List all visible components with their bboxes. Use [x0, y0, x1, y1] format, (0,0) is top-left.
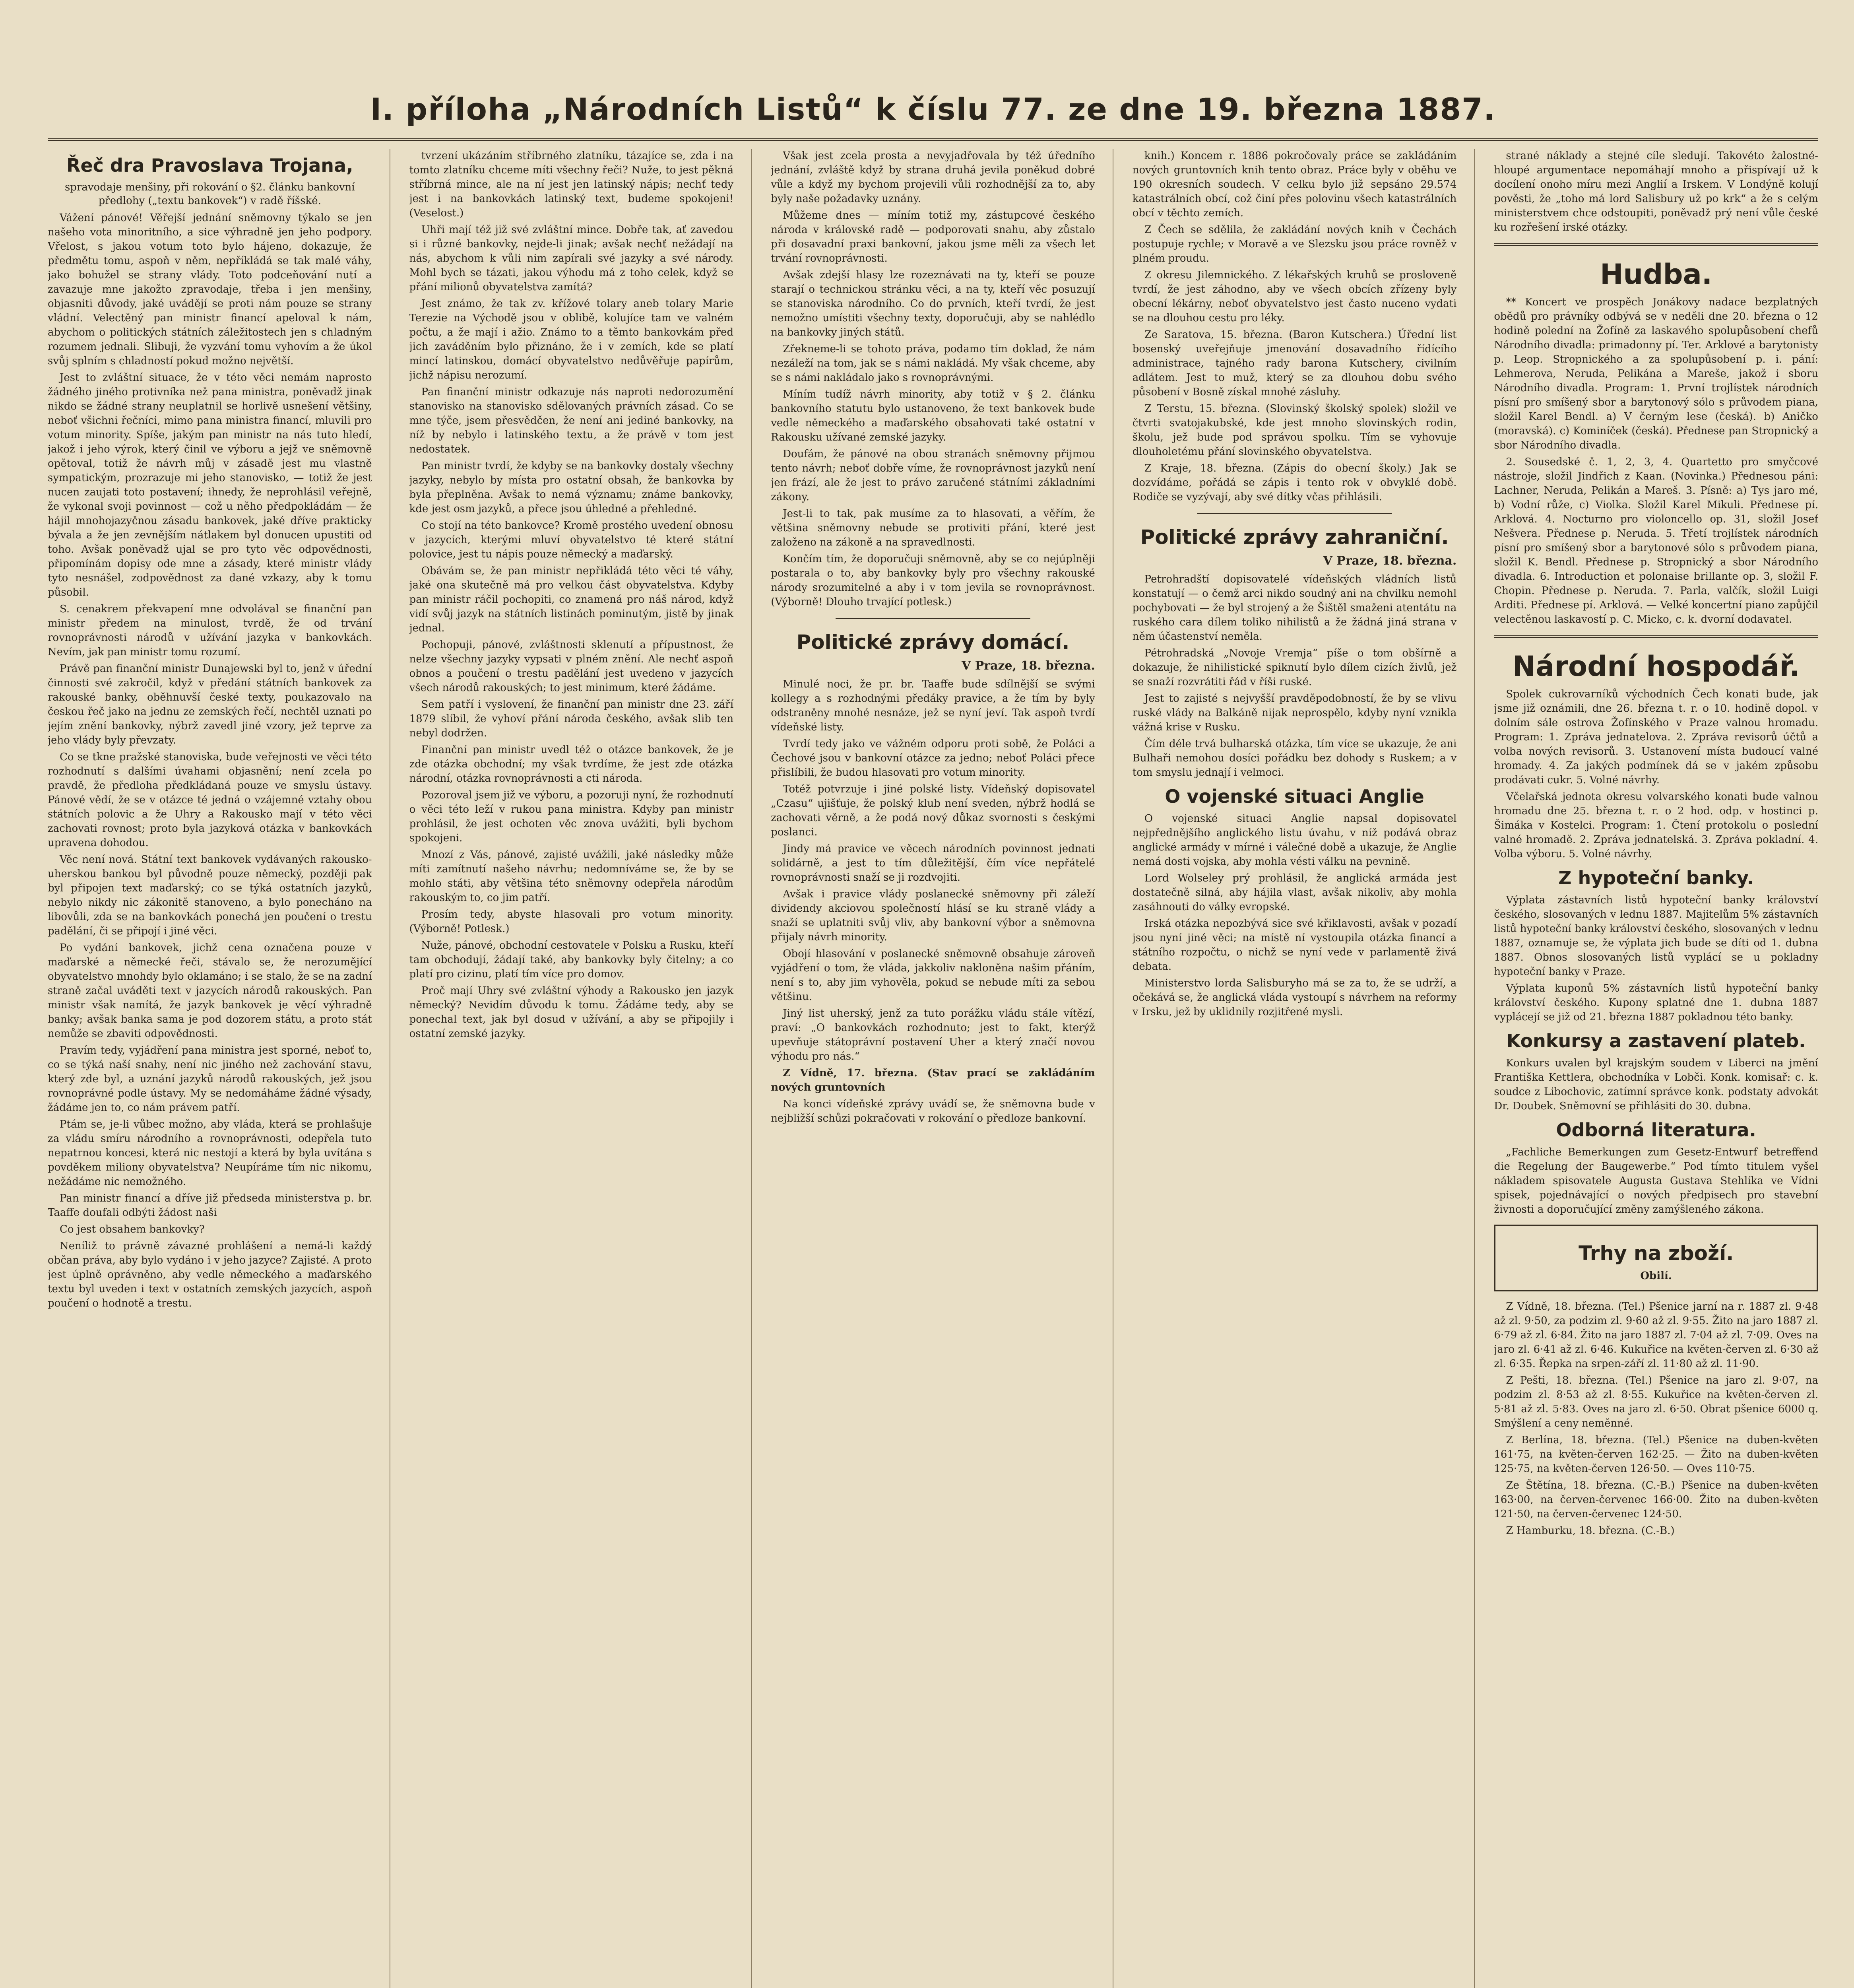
bank-paragraph: Výplata kuponů 5% zástavních listů hypoteční banky království českého. Kupony splatné dne 1. dubna 1887 vyplácejí se již od 21. března 1887 pokladnou této banky.: [1494, 982, 1818, 1023]
paragraph: Po vydání bankovek, jichž cena označena pouze v maďarské a německé řeči, stávalo se, že nerozumějící obyvatelstvo mnohdy bylo oklamáno; i se stalo, že se na zadní straně začal uváděti text v jazycích národů rakouských. Pan ministr však namítá, že jazyk bankovek je věcí výhradně banky; avšak banka sama je pod dozorem státu, a proto stát nemůže se zbaviti odpovědnosti.: [48, 942, 372, 1040]
news-paragraph: Čím déle trvá bulharská otázka, tím více se ukazuje, že ani Bulhaři nemohou dosíci pořádku bez dohody s Ruskem; a v tom smyslu jednají i velmoci.: [1132, 738, 1457, 779]
market-paragraph: Z Hamburku, 18. března. (C.-B.): [1506, 1525, 1675, 1537]
news-paragraph: Na konci vídeňské zprávy uvádí se, že sněmovna bude v nejbližší schůzi pokračovati v rokování o předloze bankovní.: [771, 1098, 1095, 1124]
dateline: V Praze, 18. března.: [962, 659, 1095, 673]
paragraph: Pan ministr financí a dříve již předseda ministerstva p. br. Taaffe doufali odbýti žádost naši: [48, 1192, 372, 1219]
news-paragraph: Avšak i pravice vlády poslanecké sněmovny při záleží dividendy akciovou společností hlásí se ku straně vlády a snaží se uplatniti svůj vliv, aby bankovní výbor a sněmovna přijaly návrh minority.: [771, 888, 1095, 943]
section-divider: [1197, 513, 1392, 514]
paragraph: Avšak zdejší hlasy lze rozeznávati na ty, kteří se pouze starají o technickou stránku věci, a na ty, kteří věc posuzují se stanoviska národního. Co do prvních, kteří tvrdí, že jest nemožno umístiti všechny texty, doporučuji, aby se nahlédlo na bankovky jiných států.: [771, 269, 1095, 338]
paragraph: strané náklady a stejné cíle sledují. Takovéto žalostné-hloupé argumentace nepomáhají mnoho a přispívají už k docílení onoho míru mezi Anglií a Irskem. V Londýně kolují pověsti, že „toho má lord Salisbury už po krk“ a že s celým ministerstvem chce odstoupiti, poněvadž prý není vůle české ku rozřešení irské otázky.: [1494, 150, 1818, 233]
music-paragraph: 2. Sousedské č. 1, 2, 3, 4. Quartetto pro smyčcové nástroje, složil Jindřich z Kaan. (Novinka.) Přednesou páni: Lachner, Neruda, Pelikán a Mareš. 3. Písně: a) Tys jaro mé, b) Vodní růže, c) Violka. Složil Karel Mikuli. Přednese pí. Arklová. 4. Nocturno pro violoncello op. 31, složil Josef Nešvera. Přednese p. Neruda. 5. Třetí trojlístek národních písní pro smíšený sbor a barytonové sólo s průvodem piana, složil K. Bendl. Přednese p. Stropnický a sbor Národního divadla. 6. Introduction et polonaise brillante op. 3, složil F. Chopin. Přednese p. Neruda. 7. Parla, valčík, složil Luigi Arditi. Přednese pí. Arklová. — Velké koncertní piano zapůjčil velectěnou laskavostí p. C. Micko, c. k. dvorní dodavatel.: [1494, 456, 1818, 625]
market-paragraph: Ze Štětína, 18. března. (C.-B.) Pšenice na duben-květen 163·00, na červen-červenec 166·00. Žito na duben-květen 121·50, na červen-červenec 124·50.: [1494, 1479, 1818, 1520]
news-paragraph: Jest to zajisté s nejvyšší pravděpodobností, že by se vlivu ruské vlády na Balkáně nijak neprospělo, kdyby nyní vznikla vážná krise v Rusku.: [1132, 693, 1457, 733]
news-paragraph: O vojenské situaci Anglie napsal dopisovatel nejpřednějšího anglického listu úvahu, v níž podává obraz anglické armády v mírné i válečné době a ukazuje, že Anglie nemá dosti vojska, aby mohla vésti válku na pevnině.: [1132, 813, 1457, 868]
news-paragraph: Tvrdí tedy jako ve vážném odporu proti sobě, že Poláci a Čechové jsou v bankovní otázce za jedno; neboť Poláci přece přislíbili, že budou hlasovati pro votum minority.: [771, 738, 1095, 779]
section-divider: [1494, 635, 1818, 638]
paragraph: Ptám se, je-li vůbec možno, aby vláda, která se prohlašuje za vládu smíru národního a rovnoprávnosti, odepřela tuto nepatrnou koncesi, která nic nestojí a která by byla uvítána s povděkem miliony obyvatelstva? Neupíráme tím nic nikomu, nežádáme nic nemožného.: [48, 1118, 372, 1188]
column-5: [1494, 149, 1818, 1988]
news-paragraph: Petrohradští dopisovatelé vídeňských vládních listů konstatují — o čemž arci nikdo soudný ani na chvilku nemohl pochybovati — že byl strojený a že Šištěl smaženi atentátu na ruského cara dílem toliko nihilistů a že žádná jiná strana v něm účastenství neměla.: [1132, 573, 1457, 643]
paragraph: Míním tudíž návrh minority, aby totiž v § 2. článku bankovního statutu bylo ustanoveno, že text bankovek bude vedle německého a maďarského obsahovati také ostatní v Rakousku užívané zemské jazyky.: [771, 388, 1095, 443]
paragraph: Z Kraje, 18. března. (Zápis do obecní školy.) Jak se dozvídáme, pořádá se zápis i tento rok v obvyklé době. Rodiče se vyzývají, aby své dítky včas přihlásili.: [1132, 462, 1457, 503]
speech-headline: Řeč dra Pravoslava Trojana,: [66, 155, 353, 176]
paragraph: Finanční pan ministr uvedl též o otázce bankovek, že je zde otázka obchodní; my však tvrdíme, že jest zde otázka národní, otázka rovnoprávnosti a cti národa.: [409, 744, 734, 784]
paragraph: Prosím tedy, abyste hlasovali pro votum minority. (Výborně! Potlesk.): [409, 909, 734, 935]
literature-paragraph: „Fachliche Bemerkungen zum Gesetz-Entwurf betreffend die Regelung der Baugewerbe.“ Pod tímto titulem vyšel nákladem spisovatele Augusta Gustava Stehlíka ve Vídni spisek, pojednávající o nových předpisech pro stavební živnosti a doporučující změny zamýšleného zákona.: [1494, 1146, 1818, 1215]
paragraph: Pozoroval jsem již ve výboru, a pozoruji nyní, že rozhodnutí o věci této leží v rukou pana ministra. Kdyby pan ministr prohlásil, že jest ochoten věc znova uvážiti, byli bychom spokojeni.: [409, 789, 734, 844]
paragraph: Obávám se, že pan ministr nepřikládá této věci té váhy, jaké ona skutečně má pro velkou část obyvatelstva. Kdyby pan ministr ráčil pochopiti, co znamená pro náš národ, když vidí svůj jazyk na státních listinách pominutým, jistě by jinak jednal.: [409, 565, 734, 634]
section-divider: [836, 618, 1030, 619]
paragraph: Končím tím, že doporučuji sněmovně, aby se co nejúplněji postarala o to, aby bankovky byly pro všechny rakouské národy srozumitelné a aby i v tom jevila se rovnoprávnost. (Výborně! Dlouho trvající potlesk.): [771, 553, 1095, 608]
bank-paragraph: Výplata zástavních listů hypoteční banky království českého, slosovaných v lednu 1887. Majitelům 5% zástavních listů hypoteční banky království českého, slosovaných v lednu 1887, oznamuje se, že výplata jich bude se díti od 1. dubna 1887. Obnos slosovaných listů vyplácí se u pokladny hypoteční banky v Praze.: [1494, 894, 1818, 978]
paragraph: Však jest zcela prosta a nevyjadřovala by též úředního jednání, zvláště když by strana druhá jevila poněkud dobré vůle a když my bychom projevili vůli rozhodnější za to, aby byly naše požadavky uznány.: [771, 150, 1095, 205]
domestic-news-headline: Politické zprávy domácí.: [796, 631, 1070, 654]
mortgage-bank-headline: Z hypoteční banky.: [1558, 867, 1754, 889]
england-military-headline: O vojenské situaci Anglie: [1165, 786, 1424, 807]
paragraph: Jest známo, že tak zv. křížové tolary aneb tolary Marie Terezie na Východě jsou v oblibě, kolujíce tam ve valném počtu, a že mají i ažio. Známo to a těmto bankovkám před jich zaváděním bylo přiznáno, že i v zemích, kde se platí mincí latinskou, domácí obyvatelstvo nedůvěřuje papírům, jichž nápisu nerozumí.: [409, 298, 734, 381]
speech-subhead: spravodaje menšiny, při rokování o §2. článku bankovní předlohy („textu bankovek“) v radě říšské.: [64, 181, 355, 207]
column-4: [1133, 149, 1475, 1988]
music-paragraph: ** Koncert ve prospěch Jonákovy nadace bezplatných obědů pro právníky odbývá se v neděli dne 20. března o 12 hodině polední na Žofíně za laskavého spolupůsobení chefů Národního divadla: primadonny pí. Ter. Arklové a barytonisty p. Leop. Stropnického a za spolupůsobení p. i. pání: Lehmerova, Neruda, Pelikána a Mareše, jakož i sboru Národního divadla. Program: 1. První trojlístek národních písní pro smíšený sbor a barytonový sólo s průvodem piana, složil Karel Bendl. a) V černým lese (česká). b) Aničko (moravská). c) Kominíček (česká). Přednese pan Stropnický a sbor Národního divadla.: [1494, 296, 1818, 451]
economy-headline: Národní hospodář.: [1512, 650, 1800, 683]
paragraph: Sem patří i vyslovení, že finanční pan ministr dne 23. září 1879 slíbil, že vyhoví přání národa českého, avšak slib ten nebyl dodržen.: [409, 699, 734, 739]
bankruptcy-paragraph: Konkurs uvalen byl krajským soudem v Liberci na jmění Františka Kettlera, obchodníka v Lobči. Konk. komisař: c. k. soudce z Libochovic, zatímní správce konk. podstaty advokát Dr. Doubek. Sněmovní se přihlásiti do 30. dubna.: [1494, 1057, 1818, 1112]
paragraph: Uhři mají též již své zvláštní mince. Dobře tak, ať zavedou si i různé bankovky, nejde-li jinak; avšak nechť nežádají na nás, abychom k vůli nim zapírali své jazyky a své národy. Mohl bych se tázati, jakou výhodu má z toho celek, když se přání milionů obyvatelstva zamítá?: [409, 224, 734, 293]
foreign-news-headline: Politické zprávy zahraniční.: [1140, 526, 1449, 549]
economy-paragraph: Spolek cukrovarníků východních Čech konati bude, jak jsme již oznámili, dne 26. března t. r. o 10. hodině dopol. v dolním sále ostrova Žofínského v Praze valnou hromadu. Program: 1. Zpráva jednatelova. 2. Zpráva revisorů účtů a volba nových revisorů. 3. Ustanovení místa budoucí valné hromady. 4. Za jakých podmínek dá se v jakém způsobu prodávati cukr. 5. Volné návrhy.: [1494, 688, 1818, 786]
paragraph: Jest to zvláštní situace, že v této věci nemám naprosto žádného jiného protivníka než pana ministra, poněvadž jinak nikdo se žádné strany neuplatnil se horlivě usnešení většiny, neboť všichni řečníci, mimo pana ministra financí, mluvili pro votum minority. Spíše, jakým pan ministr na nás tuto hledí, jakož i jeho výrok, který činil ve výboru a jejž ve sněmovně opětoval, totiž že návrh můj v zásadě jest mu vlastně sympatickým, prozrazuje mi jeho stanovisko, — totiž že jest nucen zaujati toto postavení; ihnedy, že neprohlásil veřejně, že vykonal svoji povinnost — což u něho předpokládám — že hájil mnohojazyčnou zásadu bankovek, jaké dříve prakticky bývala a že jen zevnějším nátlakem byl donucen upustiti od toho. Avšak poněvadž ujal se pro tyto věc odpovědnosti, připomínám dopisy ode mne a zásady, které ministr vlády tyto nesnášel, zodpovědnost za dané vzkazy, aby k tomu působil.: [48, 372, 372, 598]
column-2: [409, 149, 752, 1988]
paragraph: Ze Saratova, 15. března. (Baron Kutschera.) Úřední list bosenský uveřejňuje jmenování dosavadního řídícího administrace, tajného rady barona Kutschery, civilním adlátem. Jest to muž, který se za dlouhou dobu svého působení v Bosně získal mnohé zásluhy.: [1132, 329, 1457, 398]
paragraph: Jest-li to tak, pak musíme za to hlasovati, a věřím, že většina sněmovny nebude se protiviti přání, které jest založeno na zákoně a na spravedlnosti.: [771, 508, 1095, 548]
bankruptcy-headline: Konkursy a zastavení plateb.: [1506, 1030, 1806, 1052]
paragraph: Pravím tedy, vyjádření pana ministra jest sporné, neboť to, co se týká naší snahy, není nic jiného než zachování stavu, který zde byl, a uznání jazyků národů rakouských, jež jsou rovnoprávné podle ústavy. My se nedomáháme žádné výsady, žádáme jen to, co nám právem patří.: [48, 1044, 372, 1114]
paragraph: Věc není nová. Státní text bankovek vydávaných rakousko-uherskou bankou byl původně pouze německý, později pak byl připojen text maďarský; co se týká ostatních jazyků, nebylo nikdy nic zákonitě stanoveno, a bylo ponecháno na libovůli, zda se na bankovkách ponechá jen poučení o trestu padělání, či se připojí i jiné věci.: [48, 854, 372, 937]
paragraph: Co jest obsahem bankovky?: [60, 1223, 205, 1235]
news-paragraph: Lord Wolseley prý prohlásil, že anglická armáda jest dostatečně silná, aby hájila vlast, avšak nikoliv, aby mohla zasáhnouti do války evropské.: [1132, 872, 1457, 913]
economy-paragraph: Včelařská jednota okresu volvarského konati bude valnou hromadu dne 25. března t. r. o 2 hod. odp. v hostinci p. Šimáka v Kostelci. Program: 1. Čtení protokolu o poslední valné hromadě. 2. Zpráva jednatelská. 3. Zpráva pokladní. 4. Volba výboru. 5. Volné návrhy.: [1494, 791, 1818, 860]
market-paragraph: Z Vídně, 18. března. (Tel.) Pšenice jarní na r. 1887 zl. 9·48 až zl. 9·50, za podzim zl. 9·60 až zl. 9·55. Žito na jaro 1887 zl. 6·79 až zl. 6·84. Žito na jaro 1887 zl. 7·04 až zl. 7·09. Oves na jaro zl. 6·41 až zl. 6·46. Kukuřice na květen-červen zl. 6·30 až zl. 6·35. Řepka na srpen-září zl. 11·80 až zl. 11·90.: [1494, 1301, 1818, 1370]
paragraph: Nuže, pánové, obchodní cestovatele v Polsku a Rusku, kteří tam obchodují, žádají také, aby bankovky byly čitelny; a co platí pro cizinu, platí tím více pro domov.: [409, 940, 734, 980]
paragraph: Z Terstu, 15. března. (Slovinský školský spolek) složil ve čtvrti svatojakubské, kde jest mnoho slovinských rodin, školu, jež bude pod správou spolku. Tím se vyhovuje dlouholetému přání slovinského obyvatelstva.: [1132, 403, 1457, 458]
market-box: [1494, 1225, 1818, 1291]
market-paragraph: Z Berlína, 18. března. (Tel.) Pšenice na duben-květen 161·75, na květen-červen 162·25. — Žito na duben-květen 125·75, na květen-červen 126·50. — Oves 110·75.: [1494, 1434, 1818, 1475]
paragraph: Pan finanční ministr odkazuje nás naproti nedorozumění stanovisko na stanovisko sdělovaných právních zásad. Co se mne týče, jsem přesvědčen, že není ani jediné bankovky, na níž by nebylo i latinského textu, a že právě v tom jest nedostatek.: [409, 386, 734, 455]
news-paragraph: Ministerstvo lorda Salisburyho má se za to, že se udrží, a očekává se, že anglická vláda vystoupí s návrhem na reformy v Irsku, jež by uklidnily rozjitřené mysli.: [1132, 977, 1457, 1018]
market-subhead: Obilí.: [1640, 1270, 1672, 1282]
paragraph: Z okresu Jilemnického. Z lékařských kruhů se prosloveně tvrdí, že jest záhodno, aby ve všech obcích zřízeny byly obecní lékárny, neboť obyvatelstvo jest často nuceno vydati se na dlouhou cestu pro léky.: [1132, 269, 1457, 324]
paragraph: S. cenakrem překvapení mne odvolával se finanční pan ministr předem na minulost, tvrdě, že od trvání rovnoprávnosti národů v užívání jazyka v bankovkách. Nevím, jak pan ministr tomu rozumí.: [48, 603, 372, 658]
news-paragraph: Obojí hlasování v poslanecké sněmovně obsahuje zároveň vyjádření o tom, že vláda, jakkoliv nakloněna našim přáním, není s to, aby jim vyhověla, pokud se nebude míti za sebou většinu.: [771, 948, 1095, 1003]
paragraph: Co stojí na této bankovce? Kromě prostého uvedení obnosu v jazycích, kterými mluví obyvatelstvo té které státní polovice, jest tu nápis pouze německý a maďarský.: [409, 520, 734, 560]
paragraph: Vážení pánové! Věřejší jednání sněmovny týkalo se jen našeho vota minoritního, a sice výhradně jen jeho podpory. Vřelost, s jakou votum toto bylo hájeno, dokazuje, že předmětu tomu, aspoň v něm, nepříkládá se tak malé váhy, jako bohužel se strany vlády. Toto podceňování nutí a zavazuje mne jakožto zpravodaje, třeba i jen menšiny, objasniti důvody, jaké uvádějí se proti nám pouze se strany vládní. Velectěný pan ministr financí apeloval k nám, abychom o politických státních záležitostech jen s chladným rozumem jednali. Slibuji, že vyzvání tomu vyhovím a že úkol svůj splním s chladností pokud možno největší.: [48, 212, 372, 367]
supplement-masthead: I. příloha „Národních Listů“ k číslu 77. ze dne 19. března 1887.: [370, 91, 1496, 127]
news-paragraph: Jindy má pravice ve věcech národních povinnost jednati solidárně, a jest to tím důležitější, čím více nepřátelé rovnoprávnosti snaží se ji rozdvojiti.: [771, 843, 1095, 883]
column-3: [771, 149, 1113, 1988]
paragraph: Pan ministr tvrdí, že kdyby se na bankovky dostaly všechny jazyky, nebylo by místa pro ostatní obsah, že bankovka by byla přeplněna. Avšak to nemá významu; známe bankovky, kde jest osm jazyků, a přece jsou úhledné a přehledné.: [409, 460, 734, 515]
news-paragraph: Jiný list uherský, jenž za tuto porážku vládu stále vítězí, praví: „O bankovkách rozhodnuto; jest to fakt, kterýž upevňuje státoprávní postavení Uher a který značí novou výhodu pro nás.“: [771, 1008, 1095, 1062]
market-headline: Trhy na zboží.: [1579, 1242, 1734, 1265]
literature-headline: Odborná literatura.: [1556, 1119, 1756, 1141]
paragraph: Můžeme dnes — míním totiž my, zástupcové českého národa v královské radě — podporovati snahu, aby zůstalo při dosavadní praxi bankovní, jakou jsme měli za všech let trvání rovnoprávnosti.: [771, 210, 1095, 264]
paragraph: Proč mají Uhry své zvláštní výhody a Rakousko jen jazyk německý? Nevidím důvodu k tomu. Žádáme tedy, aby se ponechal text, jak byl dosud v užívání, a aby se připojily i ostatní zemské jazyky.: [409, 985, 734, 1040]
masthead-rule: [48, 138, 1818, 141]
article-columns: [48, 149, 1818, 1988]
column-1: [48, 149, 390, 1988]
news-paragraph: Totéž potvrzuje i jiné polské listy. Vídeňský dopisovatel „Czasu“ ujišťuje, že polský klub není sveden, nýbrž hodlá se zachovati věrně, a že podá nový důkaz svornosti s českými poslanci.: [771, 783, 1095, 838]
paragraph: Pochopuji, pánové, zvláštnosti sklenutí a přípustnost, že nelze všechny jazyky vypsati v plném znění. Ale nechť aspoň obnos a poučení o trestu padělání jest uvedeno v jazycích všech národů rakouských; to jest minimum, které žádáme.: [409, 639, 734, 694]
paragraph: Doufám, že pánové na obou stranách sněmovny přijmou tento návrh; neboť dobře víme, že rovnoprávnost jazyků není jen frází, ale že jest to právo zaručené státními základními zákony.: [771, 448, 1095, 503]
paragraph: Zřekneme-li se tohoto práva, podamo tím doklad, že nám nezáleží na tom, jak se s námi nakládá. My však chceme, aby se s námi nakládalo jako s rovnoprávnými.: [771, 343, 1095, 384]
market-paragraph: Z Pešti, 18. března. (Tel.) Pšenice na jaro zl. 9·07, na podzim zl. 8·53 až zl. 8·55. Kukuřice na květen-červen zl. 5·81 až zl. 5·83. Oves na jaro zl. 6·50. Obrat pšenice 6000 q. Smýšlení a ceny neměnné.: [1494, 1375, 1818, 1429]
music-headline: Hudba.: [1600, 258, 1712, 291]
paragraph: Z Čech se sdělila, že zakládání nových knih v Čechách postupuje rychle; v Moravě a ve Slezsku jsou práce rovněž v plném proudu.: [1132, 224, 1457, 264]
paragraph: Právě pan finanční ministr Dunajewski byl to, jenž v úřední činnosti své zakročil, když v předání státních bankovek za rakouské banky, oběhnuvší české texty, poukazovalo na českou řeč jako na jednu ze zemských řečí, nechtěl uznati po jejím znění bankovky, nýbrž zavedl jiné vzory, jež teprve za jeho vlády byly převzaty.: [48, 663, 372, 746]
news-paragraph: Irská otázka nepozbývá sice své křiklavosti, avšak v pozadí jsou nyní jiné věci; na místě ní vystoupila otázka financí a státního rozpočtu, o nichž se nyní vede v parlamentě živá debata.: [1132, 918, 1457, 973]
paragraph: tvrzení ukázáním stříbrného zlatníku, tázajíce se, zda i na tomto zlatníku chceme míti všechny řeči? Nuže, to jest pěkná stříbrná mince, ale na ní jest jen latinský nápis; nechť tedy jest i na bankovkách latinský text, budeme spokojeni! (Veselost.): [409, 150, 734, 219]
section-divider: [1494, 243, 1818, 246]
paragraph: Co se tkne pražské stanoviska, bude veřejnosti ve věci této rozhodnutí s dalšími úvahami objasnění; není zcela po pravdě, že předloha předkládaná pouze ve smyslu ústavy. Pánové vědí, že se v otázce té jedná o vzájemné vztahy obou státních polovic a že Uhry a Rakousko mají v této věci zachovati rovnost; proto byla jazyková otázka v bankovkách upravena dohodou.: [48, 751, 372, 849]
news-paragraph: Minulé noci, že pr. br. Taaffe bude sdílnější se svými kollegy a s rozhodnými předáky pravice, a že tím by byly odstraněny mnohé nesnáze, jež se nyní jeví. Tak aspoň tvrdí vídeňské listy.: [771, 678, 1095, 733]
paragraph: Mnozí z Vás, pánové, zajisté uvážili, jaké následky může míti zamítnutí našeho návrhu; nedomníváme se, že by se mohlo státi, aby většina této sněmovny odepřela národům rakouským to, co jim patří.: [409, 849, 734, 904]
dateline-paragraph: Z Vídně, 17. března. (Stav prací se zakládáním nových gruntovních: [771, 1067, 1095, 1093]
paragraph: Neníliž to právně závazné prohlášení a nemá-li každý občan práva, aby bylo vydáno i v jeho jazyce? Zajisté. A proto jest úplně oprávněno, aby vedle německého a maďarského textu byl uveden i text v ostatních zemských jazycích, aspoň poučení o hodnotě a trestu.: [48, 1240, 372, 1309]
paragraph: knih.) Koncem r. 1886 pokročovaly práce se zakládáním nových gruntovních knih tento obraz. Práce byly v oběhu ve 190 okresních soudech. V celku bylo již sepsáno 29.574 katastrálních obcí, což činí přes polovinu všech katastrálních obcí v těchto zemích.: [1132, 150, 1457, 219]
dateline: V Praze, 18. března.: [1323, 554, 1457, 568]
news-paragraph: Pétrohradská „Novoje Vremja“ píše o tom obšírně a dokazuje, že nihilistické spiknutí bylo dílem cizích živlů, jež se snaží rozvrátiti řád v říši ruské.: [1132, 647, 1457, 688]
